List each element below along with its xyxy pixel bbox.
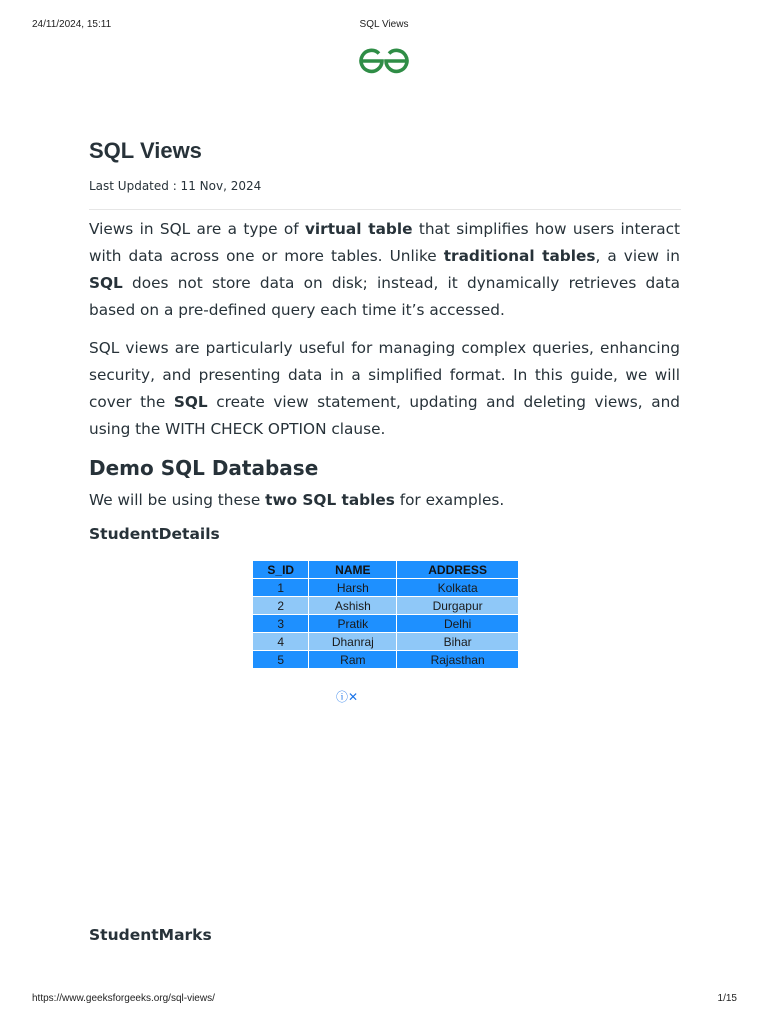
table-cell: 3 [253, 615, 309, 633]
table-cell: Ram [309, 651, 397, 669]
table-cell: Durgapur [397, 597, 519, 615]
table-header-row [253, 561, 519, 579]
usage-paragraph [89, 335, 680, 443]
text-span: create view statement, updating and deleting views, and using the WITH CHECK OPTION clause. [89, 393, 680, 438]
header-cell: NAME [309, 561, 397, 579]
article-title: SQL Views [89, 138, 202, 163]
page-number: 1/15 [717, 993, 737, 1004]
header-cell: S_ID [253, 561, 309, 579]
last-updated: Last Updated : 11 Nov, 2024 [89, 179, 262, 193]
intro-paragraph [89, 216, 680, 324]
table-cell: Rajasthan [397, 651, 519, 669]
table-cell: 5 [253, 651, 309, 669]
table-cell: 1 [253, 579, 309, 597]
bold-two-sql-tables: two SQL tables [265, 491, 395, 509]
text-span: We will be using these [89, 491, 266, 509]
text-span: Views in SQL are a type of [89, 220, 305, 238]
sql-link[interactable]: SQL [89, 274, 123, 292]
table-row [253, 579, 519, 597]
bold-traditional-tables: traditional tables [443, 247, 596, 265]
table1-title: StudentDetails [89, 525, 220, 543]
table-cell: Ashish [309, 597, 397, 615]
table-cell: Kolkata [397, 579, 519, 597]
bold-virtual-table: virtual table [304, 220, 413, 238]
table-cell: Dhanraj [309, 633, 397, 651]
text-span: for examples. [394, 491, 505, 509]
print-url: https://www.geeksforgeeks.org/sql-views/ [32, 993, 215, 1004]
table-row [253, 633, 519, 651]
text-span: that simplifies how users interact with data across one or more tables. Unlike [89, 220, 680, 265]
text-span: SQL views are particularly useful for managing complex queries, enhancing security, and presenting data in a simplified format. In this guide, we will cover the [89, 339, 680, 411]
table-row [253, 651, 519, 669]
print-datetime: 24/11/2024, 15:11 [32, 19, 112, 30]
sql-link[interactable]: SQL [173, 393, 208, 411]
table-row [253, 615, 519, 633]
student-details-table [252, 560, 519, 669]
table-cell: Harsh [309, 579, 397, 597]
table2-title: StudentMarks [89, 926, 212, 944]
table-cell: Bihar [397, 633, 519, 651]
section-title: Demo SQL Database [89, 456, 319, 480]
table-row [253, 597, 519, 615]
text-span: does not store data on disk; instead, it dynamically retrieves data based on a pre-defined query each time it’s accessed. [89, 274, 680, 319]
ad-choices-icon[interactable]: ⓘ✕ [336, 690, 359, 704]
print-title: SQL Views [359, 19, 409, 30]
table-cell: Pratik [309, 615, 397, 633]
table-cell: 4 [253, 633, 309, 651]
text-span: , a view in [595, 247, 680, 265]
table-cell: 2 [253, 597, 309, 615]
title-divider [89, 209, 681, 210]
tables-intro [89, 488, 504, 512]
table-cell: Delhi [397, 615, 519, 633]
gfg-logo-icon[interactable] [357, 46, 411, 74]
header-cell: ADDRESS [397, 561, 519, 579]
